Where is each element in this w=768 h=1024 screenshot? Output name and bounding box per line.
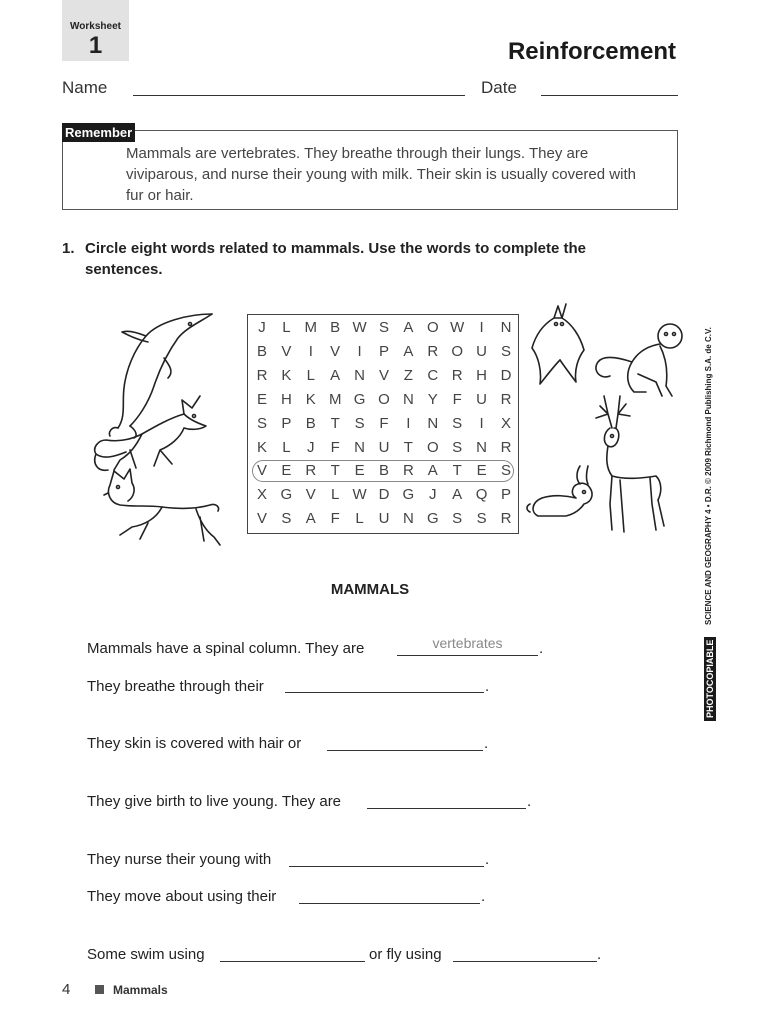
sentence-7-text: Some swim using [87,946,205,963]
grid-letter[interactable]: R [305,462,317,480]
grid-letter[interactable]: V [281,342,292,360]
fox-icon [90,390,215,475]
sentence-3-period: . [484,735,489,752]
grid-letter[interactable]: K [281,366,292,384]
sentence-7-blank-2[interactable] [453,961,597,962]
grid-letter[interactable]: R [427,342,439,360]
worksheet-number: 1 [88,32,103,59]
grid-letter[interactable]: O [426,319,439,336]
grid-letter[interactable]: O [378,390,390,408]
grid-letter[interactable]: J [307,438,315,456]
grid-letter[interactable]: I [357,342,362,360]
grid-letter[interactable]: U [378,438,390,456]
grid-letter[interactable]: U [476,390,488,408]
grid-letter[interactable]: B [256,342,267,360]
grid-letter[interactable]: S [500,342,511,360]
grid-letter[interactable]: I [479,319,484,336]
footer-section-label: Mammals [113,983,168,997]
question-1 [62,238,602,280]
remember-text: Mammals are vertebrates. They breathe through their lungs. They are viviparous, and nurse their young with milk. Their skin is usually covered with fur or hair. [126,145,636,204]
date-label: Date [481,78,517,97]
name-label: Name [62,78,108,97]
sentence-6-period: . [481,888,486,905]
grid-letter[interactable]: A [403,342,414,360]
circled-word [252,460,514,482]
grid-letter[interactable]: L [306,366,315,384]
grid-letter[interactable]: R [500,510,512,528]
grid-letter[interactable]: S [354,414,365,432]
word-search-grid [247,314,519,534]
side-credit: SCIENCE AND GEOGRAPHY 4 • D.R. © 2009 Richmond Publishing S.A. de C.V. [704,327,713,625]
grid-letter[interactable]: F [379,414,389,432]
sentence-2-text: They breathe through their [87,678,264,695]
grid-letter[interactable]: P [378,342,389,360]
grid-letter[interactable]: V [330,342,341,360]
grid-letter[interactable]: A [305,510,316,528]
grid-letter[interactable]: Z [403,366,413,384]
grid-letter[interactable]: U [378,510,390,528]
grid-letter[interactable]: L [355,510,364,528]
grid-letter[interactable]: N [476,438,488,456]
grid-letter[interactable]: N [402,510,414,528]
grid-letter[interactable]: S [452,414,463,432]
sentence-7-middle: or fly using [369,946,442,963]
grid-letter[interactable]: S [378,319,389,336]
grid-letter[interactable]: T [330,462,340,480]
remember-tag: Remember [62,123,135,142]
grid-letter[interactable]: N [354,438,366,456]
grid-letter[interactable]: X [500,414,511,432]
sentence-3-text: They skin is covered with hair or [87,735,302,752]
sentence-2-period: . [485,678,490,695]
grid-letter[interactable]: G [402,486,415,504]
grid-letter[interactable]: K [256,438,267,456]
grid-letter[interactable]: S [256,414,267,432]
grid-letter[interactable]: M [328,390,342,408]
footer-square-icon [95,985,104,994]
grid-letter[interactable]: E [256,390,267,408]
grid-letter[interactable]: Y [427,390,438,408]
grid-letter[interactable]: W [352,319,367,336]
grid-letter[interactable]: E [354,462,365,480]
grid-letter[interactable]: A [452,486,463,504]
question-text: Circle eight words related to mammals. Use the words to complete the sentences. [85,240,586,278]
rabbit-icon [526,462,598,522]
sentence-3-blank[interactable] [327,750,483,751]
grid-letter[interactable]: S [500,462,511,480]
grid-letter[interactable]: I [479,414,484,432]
sentence-6-blank[interactable] [299,903,480,904]
sentence-6-text: They move about using their [87,888,277,905]
grid-letter[interactable]: I [406,414,411,432]
sentence-7-blank-1[interactable] [220,961,365,962]
grid-letter[interactable]: B [305,414,316,432]
page-title: Reinforcement [507,38,676,65]
worksheet-tab [62,0,129,61]
section-heading: MAMMALS [330,581,410,598]
monkey-icon [590,318,690,400]
grid-letter[interactable]: L [282,319,291,336]
grid-letter[interactable]: H [476,366,488,384]
sentence-4-period: . [527,793,532,810]
grid-letter[interactable]: R [256,366,268,384]
grid-letter[interactable]: E [476,462,487,480]
grid-letter[interactable]: J [258,319,266,336]
bat-icon [528,300,590,388]
sentence-5-period: . [485,851,490,868]
grid-letter[interactable]: E [281,462,292,480]
grid-letter[interactable]: S [452,510,463,528]
grid-letter[interactable]: P [281,414,292,432]
grid-letter[interactable]: T [452,462,462,480]
grid-letter[interactable]: V [256,462,267,480]
sentence-1-period: . [539,640,544,657]
grid-letter[interactable]: F [330,438,340,456]
photocopiable-badge: PHOTOCOPIABLE [704,637,716,721]
grid-letter[interactable]: O [426,438,439,456]
grid-letter[interactable]: G [280,486,293,504]
sentence-7-period: . [597,946,602,963]
grid-letter[interactable]: R [451,366,463,384]
grid-letter[interactable]: V [256,510,267,528]
grid-letter[interactable]: V [305,486,316,504]
sentence-5-blank[interactable] [289,866,484,867]
grid-letter[interactable]: W [450,319,465,336]
grid-letter[interactable]: I [308,342,313,360]
grid-letter[interactable]: G [426,510,439,528]
sentence-5-text: They nurse their young with [87,851,272,868]
grid-letter[interactable]: L [282,438,291,456]
grid-letter[interactable]: V [378,366,389,384]
grid-letter[interactable]: N [354,366,366,384]
sentence-1 [87,640,364,657]
sentence-4-text: They give birth to live young. They are [87,793,342,810]
grid-letter[interactable]: X [256,486,267,504]
grid-letter[interactable]: J [429,486,437,504]
grid-letter[interactable]: O [451,342,464,360]
grid-letter[interactable]: A [403,319,414,336]
question-number: 1. [62,240,75,257]
date-field[interactable] [541,95,678,96]
worksheet-label: Worksheet [70,21,121,32]
grid-letter[interactable]: R [500,390,512,408]
grid-letter[interactable]: A [330,366,341,384]
grid-letter[interactable]: T [330,414,340,432]
grid-letter[interactable]: Q [475,486,488,504]
grid-letter[interactable]: S [452,438,463,456]
grid-letter[interactable]: S [281,510,292,528]
grid-letter[interactable]: H [280,390,292,408]
grid-letter[interactable]: S [476,510,487,528]
grid-letter[interactable]: T [403,438,413,456]
sentence-4-blank[interactable] [367,808,526,809]
sentence-1-text: Mammals have a spinal column. They are [87,640,365,657]
grid-letter[interactable]: A [427,462,438,480]
name-field[interactable] [133,95,465,96]
sentence-1-answer: vertebrates [432,635,503,651]
grid-letter[interactable]: R [402,462,414,480]
sentence-2-blank[interactable] [285,692,484,693]
grid-letter[interactable]: B [330,319,341,336]
grid-letter[interactable]: G [353,390,366,408]
grid-letter[interactable]: L [331,486,340,504]
grid-letter[interactable]: D [378,486,390,504]
grid-letter[interactable]: C [427,366,439,384]
grid-letter[interactable]: N [500,319,512,336]
grid-letter[interactable]: W [352,486,367,504]
grid-letter[interactable]: U [476,342,488,360]
grid-letter[interactable]: N [427,414,439,432]
sentence-1-blank[interactable] [397,655,538,656]
grid-letter[interactable]: B [378,462,389,480]
grid-letter[interactable]: N [402,390,414,408]
grid-letter[interactable]: M [304,319,318,336]
grid-letter[interactable]: P [500,486,511,504]
grid-letter[interactable]: K [305,390,316,408]
grid-letter[interactable]: F [330,510,340,528]
dog-icon [100,465,225,550]
page-number: 4 [62,981,71,998]
grid-letter[interactable]: R [500,438,512,456]
grid-letter[interactable]: D [500,366,512,384]
grid-letter[interactable]: F [452,390,462,408]
